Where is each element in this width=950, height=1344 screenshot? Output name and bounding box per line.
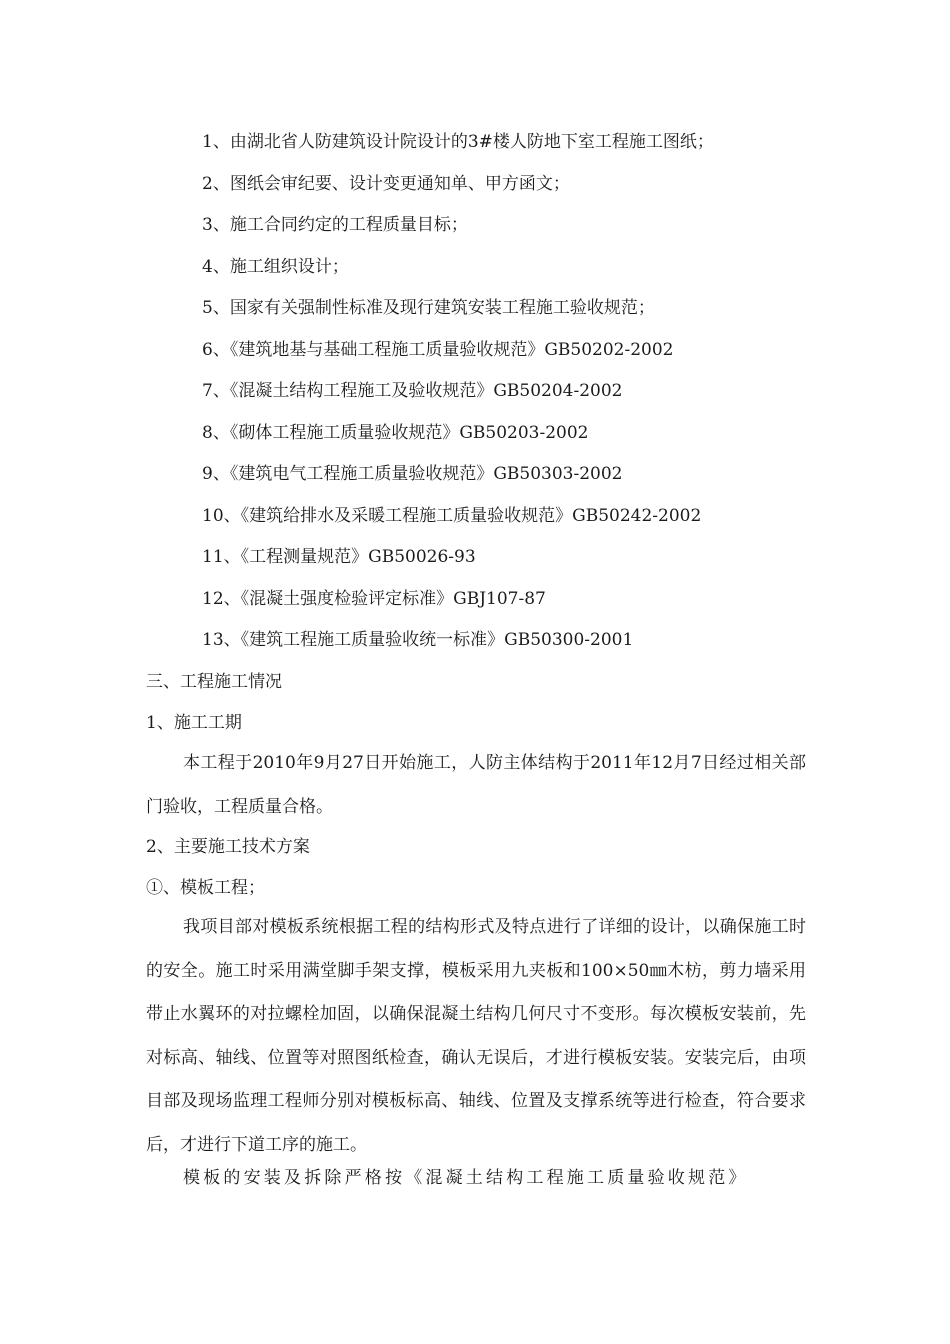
reference-item-13: 13、《建筑工程施工质量验收统一标准》GB50300-2001 <box>202 630 634 650</box>
reference-item-12: 12、《混凝土强度检验评定标准》GBJ107-87 <box>202 589 546 609</box>
subsection-heading-technical: 2、主要施工技术方案 <box>146 837 310 857</box>
reference-item-6: 6、《建筑地基与基础工程施工质量验收规范》GB50202-2002 <box>202 340 674 360</box>
reference-item-4: 4、施工组织设计； <box>202 257 349 277</box>
reference-item-8: 8、《砌体工程施工质量验收规范》GB50203-2002 <box>202 423 589 443</box>
subsection-heading-schedule: 1、施工工期 <box>146 713 242 733</box>
reference-item-7: 7、《混凝土结构工程施工及验收规范》GB50204-2002 <box>202 381 623 401</box>
formwork-paragraph-2: 模板的安装及拆除严格按《混凝土结构工程施工质量验收规范》 <box>183 1168 749 1188</box>
reference-item-5: 5、国家有关强制性标准及现行建筑安装工程施工验收规范； <box>202 298 655 318</box>
reference-item-11: 11、《工程测量规范》GB50026-93 <box>202 547 476 567</box>
reference-item-9: 9、《建筑电气工程施工质量验收规范》GB50303-2002 <box>202 464 623 484</box>
reference-item-3: 3、施工合同约定的工程质量目标； <box>202 215 468 235</box>
reference-item-2: 2、图纸会审纪要、设计变更通知单、甲方函文； <box>202 174 570 194</box>
formwork-paragraph: 我项目部对模板系统根据工程的结构形式及特点进行了详细的设计，以确保施工时的安全。施工时采用满堂脚手架支撑，模板采用九夹板和100×50㎜木枋，剪力墙采用带止水翼环的对拉螺栓加固，以确保混凝土结构几何尺寸不变形。每次模板安装前，先对标高、轴线、位置等对照图纸检查，确认无误后，才进行模板安装。安装完后，由项目部及现场监理工程师分别对模板标高、轴线、位置及支撑系统等进行检查，符合要求后，才进行下道工序的施工。 <box>146 917 806 1155</box>
item-heading-formwork: ①、模板工程； <box>146 878 265 898</box>
schedule-paragraph: 本工程于2010年9月27日开始施工，人防主体结构于2011年12月7日经过相关部门验收，工程质量合格。 <box>146 753 806 817</box>
reference-item-1: 1、由湖北省人防建筑设计院设计的3#楼人防地下室工程施工图纸； <box>202 132 714 152</box>
section-heading: 三、工程施工情况 <box>146 672 282 692</box>
reference-item-10: 10、《建筑给排水及采暖工程施工质量验收规范》GB50242-2002 <box>202 506 702 526</box>
